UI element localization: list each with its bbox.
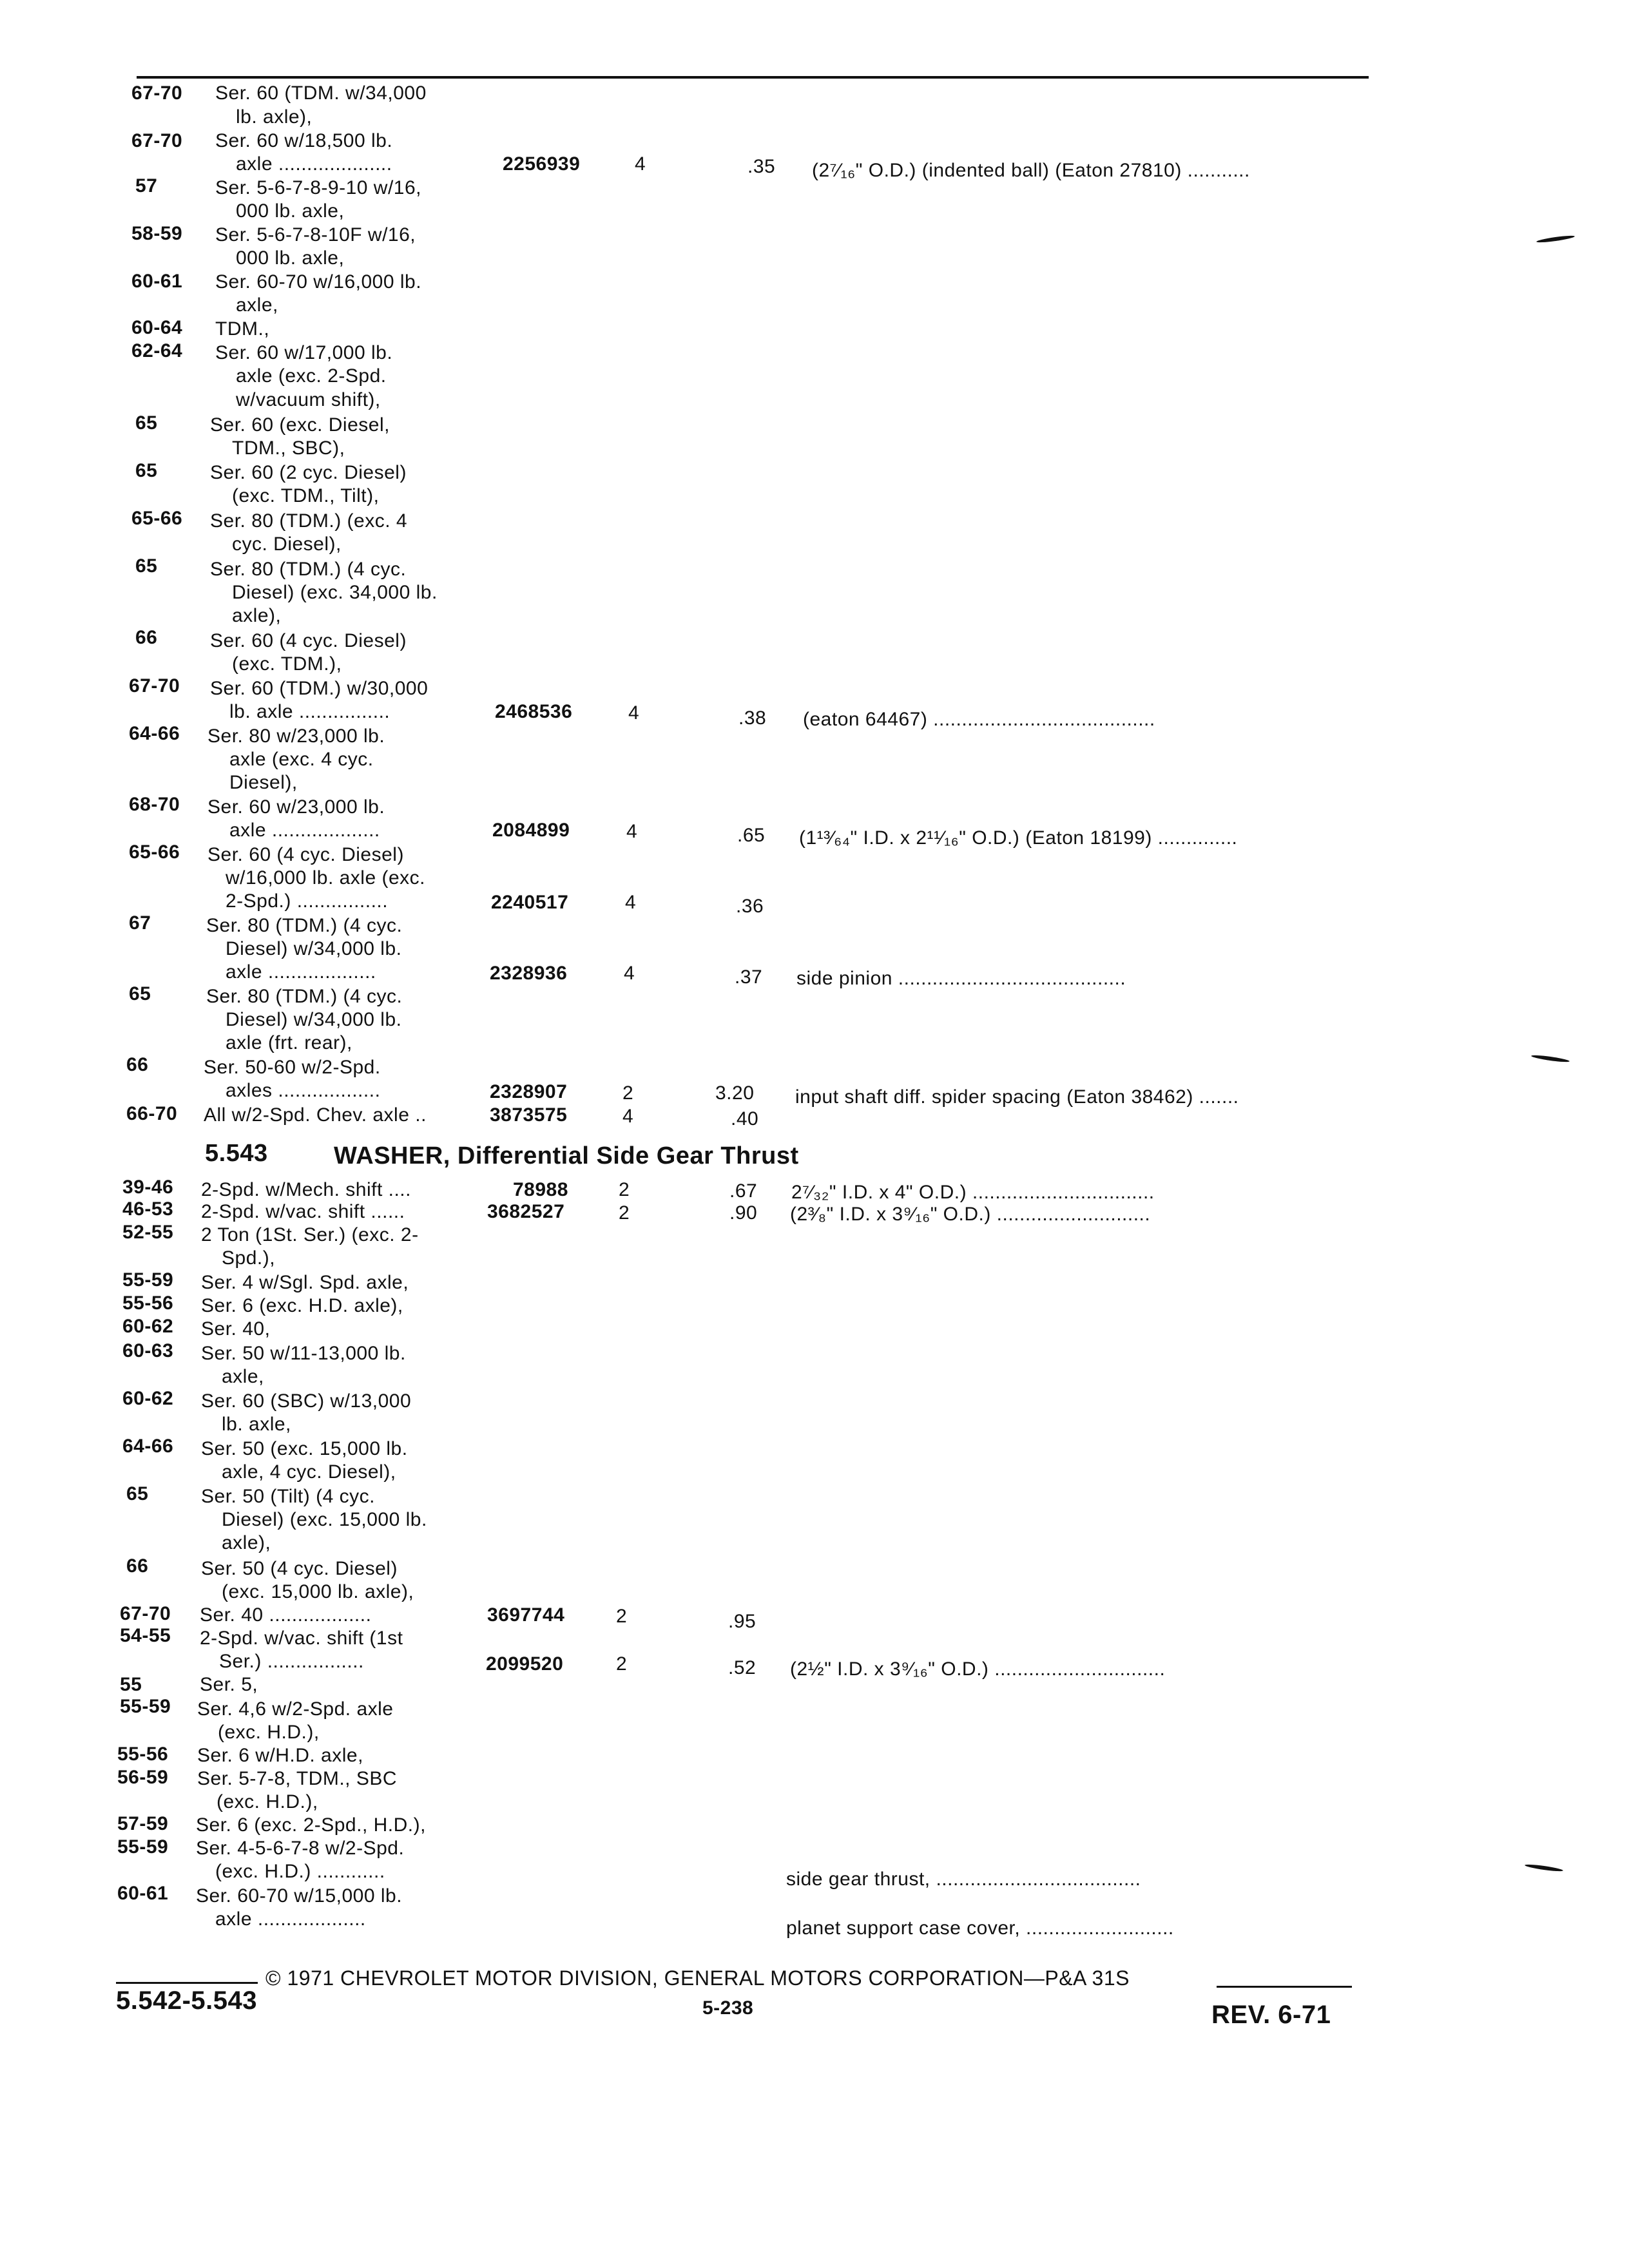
footer-rule-left xyxy=(116,1982,258,1984)
application-desc: Ser. 80 (TDM.) (4 cyc. xyxy=(210,559,407,580)
application-desc: Ser. 60 (4 cyc. Diesel) xyxy=(210,630,407,651)
year-range: 67-70 xyxy=(129,675,180,697)
year-range: 65 xyxy=(135,555,158,577)
section-range: 5.542-5.543 xyxy=(116,1986,258,2015)
part-note: input shaft diff. spider spacing (Eaton 38462) ....... xyxy=(795,1086,1239,1108)
section-title: WASHER, Differential Side Gear Thrust xyxy=(334,1142,799,1169)
application-desc: Ser. 60-70 w/16,000 lb. xyxy=(215,271,422,293)
price: .36 xyxy=(736,896,764,917)
year-range: 65 xyxy=(135,412,158,434)
application-desc: (exc. TDM.), xyxy=(232,653,342,675)
application-desc: Ser. 4 w/Sgl. Spd. axle, xyxy=(201,1272,409,1293)
price: .38 xyxy=(738,707,767,729)
year-range: 66-70 xyxy=(126,1103,178,1124)
year-range: 66 xyxy=(126,1054,149,1075)
application-desc: Ser. 60 w/18,500 lb. xyxy=(215,130,393,151)
year-range: 55-59 xyxy=(120,1696,171,1717)
application-desc: (exc. H.D.), xyxy=(217,1791,318,1812)
revision-date: REV. 6-71 xyxy=(1211,2001,1331,2029)
binder-mark xyxy=(1531,1054,1570,1063)
application-desc: Ser. 6 w/H.D. axle, xyxy=(197,1745,363,1766)
application-desc: cyc. Diesel), xyxy=(232,533,342,555)
part-number: 3697744 xyxy=(487,1604,565,1626)
application-desc: axle .................... xyxy=(236,153,392,175)
year-range: 65-66 xyxy=(129,841,180,863)
application-desc: lb. axle, xyxy=(222,1414,291,1435)
copyright-line: © 1971 CHEVROLET MOTOR DIVISION, GENERAL MOTORS CORPORATION—P&A 31S xyxy=(265,1966,1130,1990)
application-desc: 2 Ton (1St. Ser.) (exc. 2- xyxy=(201,1224,419,1245)
application-desc: Ser. 5-6-7-8-10F w/16, xyxy=(215,224,416,245)
year-range: 64-66 xyxy=(122,1436,174,1457)
year-range: 60-62 xyxy=(122,1316,174,1337)
part-number: 2084899 xyxy=(492,820,570,841)
application-desc: Ser. 60 (SBC) w/13,000 xyxy=(201,1390,412,1412)
application-desc: Spd.), xyxy=(222,1247,276,1269)
application-desc: Ser. 60-70 w/15,000 lb. xyxy=(196,1885,403,1907)
part-note: planet support case cover, .......................... xyxy=(786,1917,1174,1939)
application-desc: Ser. 80 (TDM.) (4 cyc. xyxy=(206,986,403,1007)
application-desc: Ser. 60 (2 cyc. Diesel) xyxy=(210,462,407,483)
application-desc: axle, xyxy=(222,1366,264,1387)
application-desc: axles .................. xyxy=(226,1080,381,1101)
application-desc: All w/2-Spd. Chev. axle .. xyxy=(204,1104,427,1126)
year-range: 55-56 xyxy=(122,1293,174,1314)
application-desc: Ser. 80 (TDM.) (exc. 4 xyxy=(210,510,408,532)
application-desc: axle, 4 cyc. Diesel), xyxy=(222,1461,396,1483)
application-desc: Ser. 60 (TDM. w/34,000 xyxy=(215,82,427,104)
part-number: 2099520 xyxy=(486,1653,564,1675)
application-desc: axle (frt. rear), xyxy=(226,1032,352,1053)
application-desc: Ser. 5-6-7-8-9-10 w/16, xyxy=(215,177,421,198)
footer-rule-right xyxy=(1217,1986,1352,1988)
application-desc: (exc. H.D.), xyxy=(218,1722,320,1743)
application-desc: Ser. 60 (exc. Diesel, xyxy=(210,414,390,436)
year-range: 60-61 xyxy=(131,271,183,292)
year-range: 57-59 xyxy=(117,1813,169,1834)
year-range: 46-53 xyxy=(122,1198,174,1220)
quantity: 2 xyxy=(616,1606,628,1627)
part-note: (2³⁄₈" I.D. x 3⁹⁄₁₆" O.D.) ........................... xyxy=(790,1204,1151,1225)
year-range: 65 xyxy=(126,1483,149,1504)
year-range: 60-63 xyxy=(122,1340,174,1361)
part-number: 2240517 xyxy=(491,892,569,913)
quantity: 4 xyxy=(624,963,635,984)
application-desc: TDM., xyxy=(215,318,270,340)
price: .67 xyxy=(729,1180,758,1202)
part-note: (eaton 64467) ....................................... xyxy=(803,709,1155,730)
application-desc: 000 lb. axle, xyxy=(236,200,345,222)
binder-mark xyxy=(1536,235,1575,244)
application-desc: Ser. 50-60 w/2-Spd. xyxy=(204,1057,381,1078)
part-number: 3682527 xyxy=(487,1201,565,1222)
price: 3.20 xyxy=(715,1082,755,1104)
price: .95 xyxy=(728,1611,757,1632)
quantity: 2 xyxy=(622,1082,634,1104)
year-range: 62-64 xyxy=(131,340,183,361)
application-desc: Diesel) (exc. 15,000 lb. xyxy=(222,1509,427,1530)
year-range: 55-59 xyxy=(122,1269,174,1291)
quantity: 2 xyxy=(616,1653,628,1675)
application-desc: Diesel) (exc. 34,000 lb. xyxy=(232,582,438,603)
year-range: 66 xyxy=(126,1555,149,1577)
year-range: 60-64 xyxy=(131,317,183,338)
year-range: 60-62 xyxy=(122,1388,174,1409)
application-desc: Ser. 60 w/17,000 lb. xyxy=(215,342,393,363)
part-number: 3873575 xyxy=(490,1104,568,1126)
application-desc: w/vacuum shift), xyxy=(236,389,381,410)
part-number: 78988 xyxy=(513,1179,568,1200)
year-range: 57 xyxy=(135,175,158,197)
year-range: 67-70 xyxy=(131,130,183,151)
application-desc: Diesel), xyxy=(229,772,298,793)
year-range: 65 xyxy=(129,983,151,1004)
quantity: 4 xyxy=(626,821,638,842)
year-range: 67 xyxy=(129,912,151,934)
top-rule xyxy=(137,76,1369,79)
year-range: 55-56 xyxy=(117,1744,169,1765)
application-desc: 2-Spd.) ................ xyxy=(226,890,389,912)
year-range: 55-59 xyxy=(117,1836,169,1858)
application-desc: axle, xyxy=(236,294,278,316)
application-desc: Ser. 5, xyxy=(200,1674,258,1695)
year-range: 58-59 xyxy=(131,223,183,244)
application-desc: Ser. 5-7-8, TDM., SBC xyxy=(197,1768,398,1789)
application-desc: axle (exc. 4 cyc. xyxy=(229,749,374,770)
application-desc: Ser.) ................. xyxy=(219,1651,364,1672)
application-desc: lb. axle), xyxy=(236,106,313,128)
application-desc: Diesel) w/34,000 lb. xyxy=(226,1009,402,1030)
application-desc: Diesel) w/34,000 lb. xyxy=(226,938,402,959)
part-note: (2⁷⁄₁₆" O.D.) (indented ball) (Eaton 27810) ........... xyxy=(812,160,1250,181)
application-desc: Ser. 50 w/11-13,000 lb. xyxy=(201,1343,406,1364)
application-desc: w/16,000 lb. axle (exc. xyxy=(226,867,425,889)
application-desc: Ser. 60 (4 cyc. Diesel) xyxy=(207,844,404,865)
application-desc: Ser. 60 w/23,000 lb. xyxy=(207,796,385,818)
application-desc: Ser. 6 (exc. H.D. axle), xyxy=(201,1295,403,1316)
year-range: 56-59 xyxy=(117,1767,169,1788)
application-desc: Ser. 50 (Tilt) (4 cyc. xyxy=(201,1486,375,1507)
application-desc: axle), xyxy=(222,1532,271,1553)
application-desc: Ser. 6 (exc. 2-Spd., H.D.), xyxy=(196,1814,426,1836)
application-desc: Ser. 80 w/23,000 lb. xyxy=(207,726,385,747)
page-number: 5-238 xyxy=(702,1997,754,2019)
application-desc: 2-Spd. w/Mech. shift .... xyxy=(201,1179,411,1200)
quantity: 2 xyxy=(619,1202,630,1224)
application-desc: TDM., SBC), xyxy=(232,437,345,459)
application-desc: Ser. 40, xyxy=(201,1318,271,1340)
year-range: 65 xyxy=(135,460,158,481)
year-range: 39-46 xyxy=(122,1177,174,1198)
price: .35 xyxy=(747,156,776,177)
part-number: 2256939 xyxy=(503,153,581,175)
year-range: 60-61 xyxy=(117,1883,169,1904)
price: .52 xyxy=(728,1657,757,1678)
year-range: 65-66 xyxy=(131,508,183,529)
application-desc: (exc. 15,000 lb. axle), xyxy=(222,1581,414,1602)
application-desc: Ser. 4-5-6-7-8 w/2-Spd. xyxy=(196,1838,405,1859)
application-desc: axle ................... xyxy=(226,961,376,983)
quantity: 4 xyxy=(622,1106,634,1127)
year-range: 67-70 xyxy=(120,1603,171,1624)
part-note: side gear thrust, .................................... xyxy=(786,1869,1141,1890)
year-range: 55 xyxy=(120,1674,142,1695)
application-desc: 2-Spd. w/vac. shift (1st xyxy=(200,1628,403,1649)
year-range: 52-55 xyxy=(122,1222,174,1243)
part-number: 2328936 xyxy=(490,963,568,984)
section-number: 5.543 xyxy=(205,1140,268,1167)
application-desc: Ser. 4,6 w/2-Spd. axle xyxy=(197,1698,394,1720)
application-desc: Ser. 60 (TDM.) w/30,000 xyxy=(210,678,429,699)
part-number: 2468536 xyxy=(495,701,573,722)
price: .40 xyxy=(731,1108,759,1129)
application-desc: Ser. 40 .................. xyxy=(200,1604,372,1626)
application-desc: (exc. TDM., Tilt), xyxy=(232,485,380,506)
year-range: 67-70 xyxy=(131,82,183,104)
part-note: (2½" I.D. x 3⁹⁄₁₆" O.D.) .............................. xyxy=(790,1658,1166,1680)
application-desc: Ser. 80 (TDM.) (4 cyc. xyxy=(206,915,403,936)
price: .90 xyxy=(729,1202,758,1224)
quantity: 4 xyxy=(635,153,646,175)
quantity: 4 xyxy=(625,892,637,913)
year-range: 66 xyxy=(135,627,158,648)
year-range: 54-55 xyxy=(120,1625,171,1646)
application-desc: Ser. 50 (4 cyc. Diesel) xyxy=(201,1558,398,1579)
quantity: 2 xyxy=(619,1179,630,1200)
part-number: 2328907 xyxy=(490,1081,568,1102)
application-desc: axle), xyxy=(232,605,282,626)
application-desc: lb. axle ................ xyxy=(229,701,390,722)
part-note: (1¹³⁄₆₄" I.D. x 2¹¹⁄₁₆" O.D.) (Eaton 18199) .............. xyxy=(799,827,1238,849)
application-desc: (exc. H.D.) ............ xyxy=(215,1861,385,1882)
price: .37 xyxy=(735,966,763,988)
application-desc: Ser. 50 (exc. 15,000 lb. xyxy=(201,1438,408,1459)
application-desc: 2-Spd. w/vac. shift ...... xyxy=(201,1201,405,1222)
binder-mark xyxy=(1525,1863,1563,1872)
year-range: 68-70 xyxy=(129,794,180,815)
application-desc: axle ................... xyxy=(215,1908,366,1930)
price: .65 xyxy=(737,825,766,846)
part-note: 2⁷⁄₃₂" I.D. x 4" O.D.) ................................ xyxy=(791,1182,1155,1203)
application-desc: 000 lb. axle, xyxy=(236,247,345,269)
part-note: side pinion ........................................ xyxy=(796,968,1126,989)
quantity: 4 xyxy=(628,702,640,724)
year-range: 64-66 xyxy=(129,723,180,744)
application-desc: axle (exc. 2-Spd. xyxy=(236,365,387,387)
application-desc: axle ................... xyxy=(229,820,380,841)
